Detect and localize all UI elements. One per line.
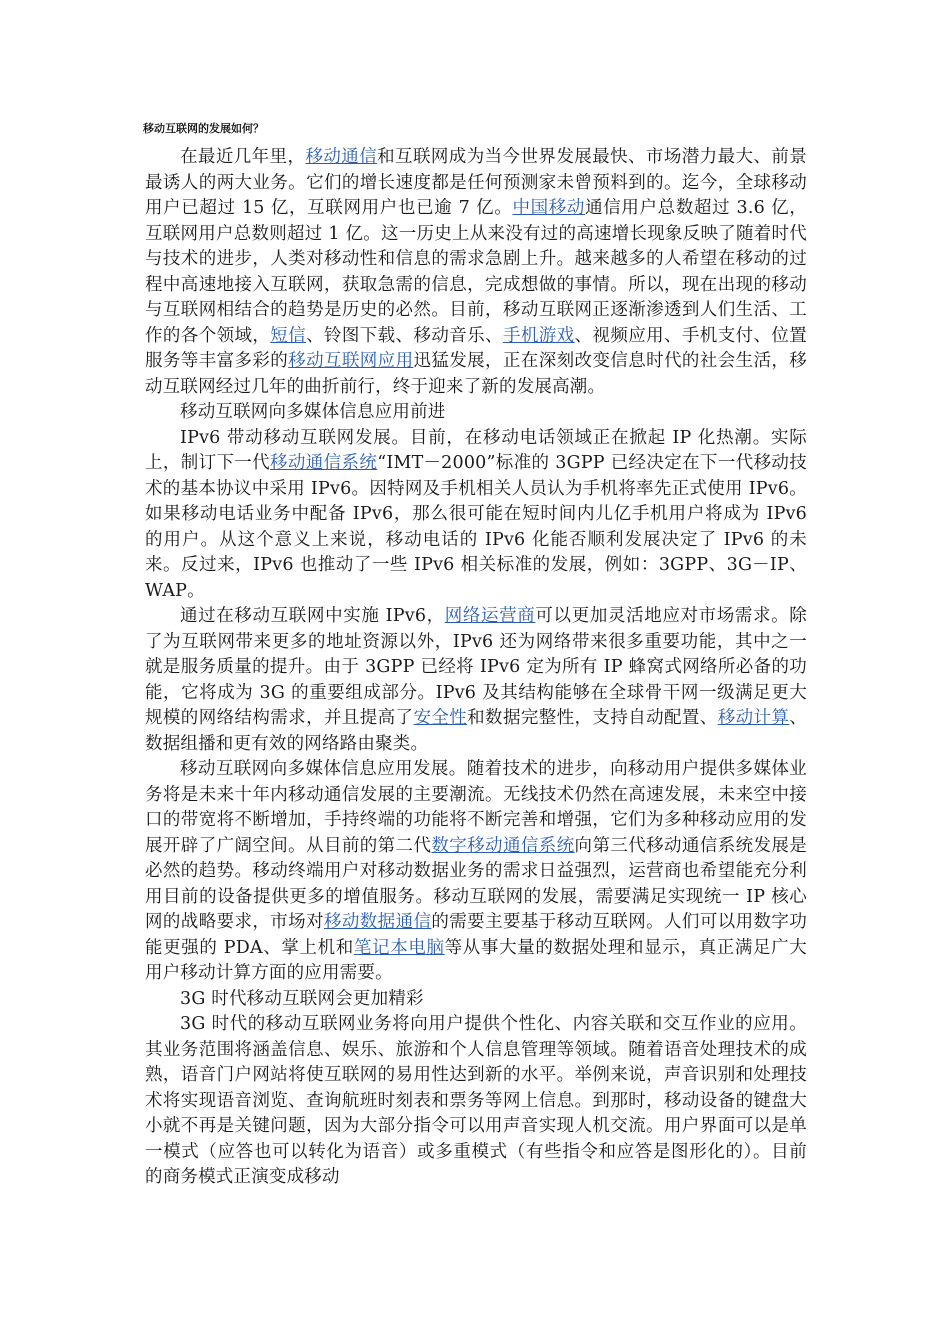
paragraph-text: 、铃图下载、移动音乐、 — [306, 325, 503, 346]
paragraph-text: 等从事大量的数据处理和显示，真正满足广大用户移动计算方面的应用需要。 — [145, 937, 808, 983]
paragraph-text: 移动互联网向多媒体信息应用发展。随着技术的进步，向移动用户提供多媒体业务将是未来十年内移动通信发展的主要潮流。无线技术仍然在高速发展，未来空中接口的带宽将不断增加，手持终端的功能将不断完善和增强，它们为多种移动应用的发展开辟了广阔空间。从目前的第二代 — [145, 759, 807, 856]
inline-link[interactable]: 数字移动通信系统 — [431, 835, 575, 856]
inline-link[interactable]: 中国移动 — [512, 198, 586, 218]
paragraph-text: 在最近几年里， — [180, 147, 306, 167]
paragraph — [145, 604, 807, 757]
paragraph — [145, 426, 807, 605]
paragraph — [145, 1012, 807, 1191]
paragraph-text: 通过在移动互联网中实施 IPv6， — [180, 606, 445, 626]
inline-link[interactable]: 移动数据通信 — [323, 912, 432, 932]
document-body — [145, 145, 807, 1191]
paragraph-text: 迅猛发展，正在深刻改变信息时代的社会生活，移动互联网经过几年的曲折前行，终于迎来了新的发展高潮。 — [145, 351, 807, 397]
paragraph-text: 和数据完整性，支持自动配置、 — [467, 708, 718, 728]
paragraph-text: 向第三代移动通信系统发展是必然的趋势。移动终端用户对移动数据业务的需求日益强烈，运营商也希望能充分利用目前的设备提供更多的增值服务。移动互联网的发展，需要满足实现统一 IP 核心网的战略要求，市场对 — [145, 835, 808, 932]
paragraph-text: IPv6 带动移动互联网发展。目前，在移动电话领域正在掀起 IP 化热潮。实际上，制订下一代 — [145, 427, 807, 473]
inline-link[interactable]: 安全性 — [413, 708, 468, 728]
inline-link[interactable]: 移动通信系统 — [270, 453, 378, 473]
paragraph-text: 通信用户总数超过 3.6 亿，互联网用户总数则超过 1 亿。这一历史上从来没有过的高速增长现象反映了随着时代与技术的进步，人类对移动性和信息的需求急剧上升。越来越多的人希望在移动的过程中高速地接入互联网，获取急需的信息，完成想做的事情。所以，现在出现的移动与互联网相结合的趋势是历史的必然。目前，移动互联网正逐渐渗透到人们生活、工作的各个领域， — [145, 198, 807, 346]
paragraph — [145, 757, 807, 987]
inline-link[interactable]: 移动通信 — [305, 147, 378, 167]
paragraph — [145, 987, 807, 1013]
paragraph-text: 移动互联网向多媒体信息应用前进 — [180, 402, 446, 422]
paragraph-text: 、视频应用、手机支付、位置服务等丰富多彩的 — [145, 325, 807, 371]
paragraph-text: 的需要主要基于移动互联网。人们可以用数字功能更强的 PDA、掌上机和 — [145, 912, 808, 958]
paragraph-text: 3G 时代的移动互联网业务将向用户提供个性化、内容关联和交互作业的应用。其业务范围将涵盖信息、娱乐、旅游和个人信息管理等领域。随着语音处理技术的成熟，语音门户网站将使互联网的易用性达到新的水平。举例来说，声音识别和处理技术将实现语音浏览、查询航班时刻表和票务等网上信息。到那时，移动设备的键盘大小就不再是关键问题，因为大部分指令可以用声音实现人机交流。用户界面可以是单一模式（应答也可以转化为语音）或多重模式（有些指令和应答是图形化的）。目前的商务模式正演变成移动 — [145, 1014, 807, 1187]
paragraph-text: 和互联网成为当今世界发展最快、市场潜力最大、前景最诱人的两大业务。它们的增长速度都是任何预测家未曾预料到的。迄今，全球移动用户已超过 15 亿，互联网用户也已逾 7 亿。 — [145, 147, 807, 218]
paragraph-text: 3G 时代移动互联网会更加精彩 — [180, 988, 424, 1009]
inline-link[interactable]: 移动计算 — [717, 708, 790, 728]
inline-link[interactable]: 网络运营商 — [444, 606, 536, 626]
inline-link[interactable]: 手机游戏 — [502, 325, 575, 346]
paragraph — [145, 400, 807, 426]
paragraph-text: 、数据组播和更有效的网络路由聚类。 — [145, 708, 807, 754]
paragraph-text: “IMT－2000”标准的 3GPP 已经决定在下一代移动技术的基本协议中采用 IPv6。因特网及手机相关人员认为手机将率先正式使用 IPv6。如果移动电话业务中配备 IPv6，那么很可能在短时间内儿亿手机用户将成为 IPv6 的用户。从这个意义上来说，移动电话的 IPv6 化能否顺利发展决定了 IPv6 的未来。反过来，IPv6 也推动了一些 IPv6 相关标准的发展，例如：3GPP、3G－IP、WAP。 — [145, 453, 807, 601]
paragraph — [145, 145, 807, 400]
inline-link[interactable]: 笔记本电脑 — [353, 937, 445, 958]
paragraph-text: 可以更加灵活地应对市场需求。除了为互联网带来更多的地址资源以外，IPv6 还为网络带来很多重要功能，其中之一就是服务质量的提升。由于 3GPP 已经将 IPv6 定为所有 IP 蜂窝式网络所必备的功能，它将成为 3G 的重要组成部分。IPv6 及其结构能够在全球骨干网一级满足更大规模的网络结构需求，并且提高了 — [145, 606, 807, 728]
inline-link[interactable]: 移动互联网应用 — [288, 351, 414, 371]
inline-link[interactable]: 短信 — [270, 325, 307, 346]
document-title: 移动互联网的发展如何？ — [143, 122, 264, 135]
